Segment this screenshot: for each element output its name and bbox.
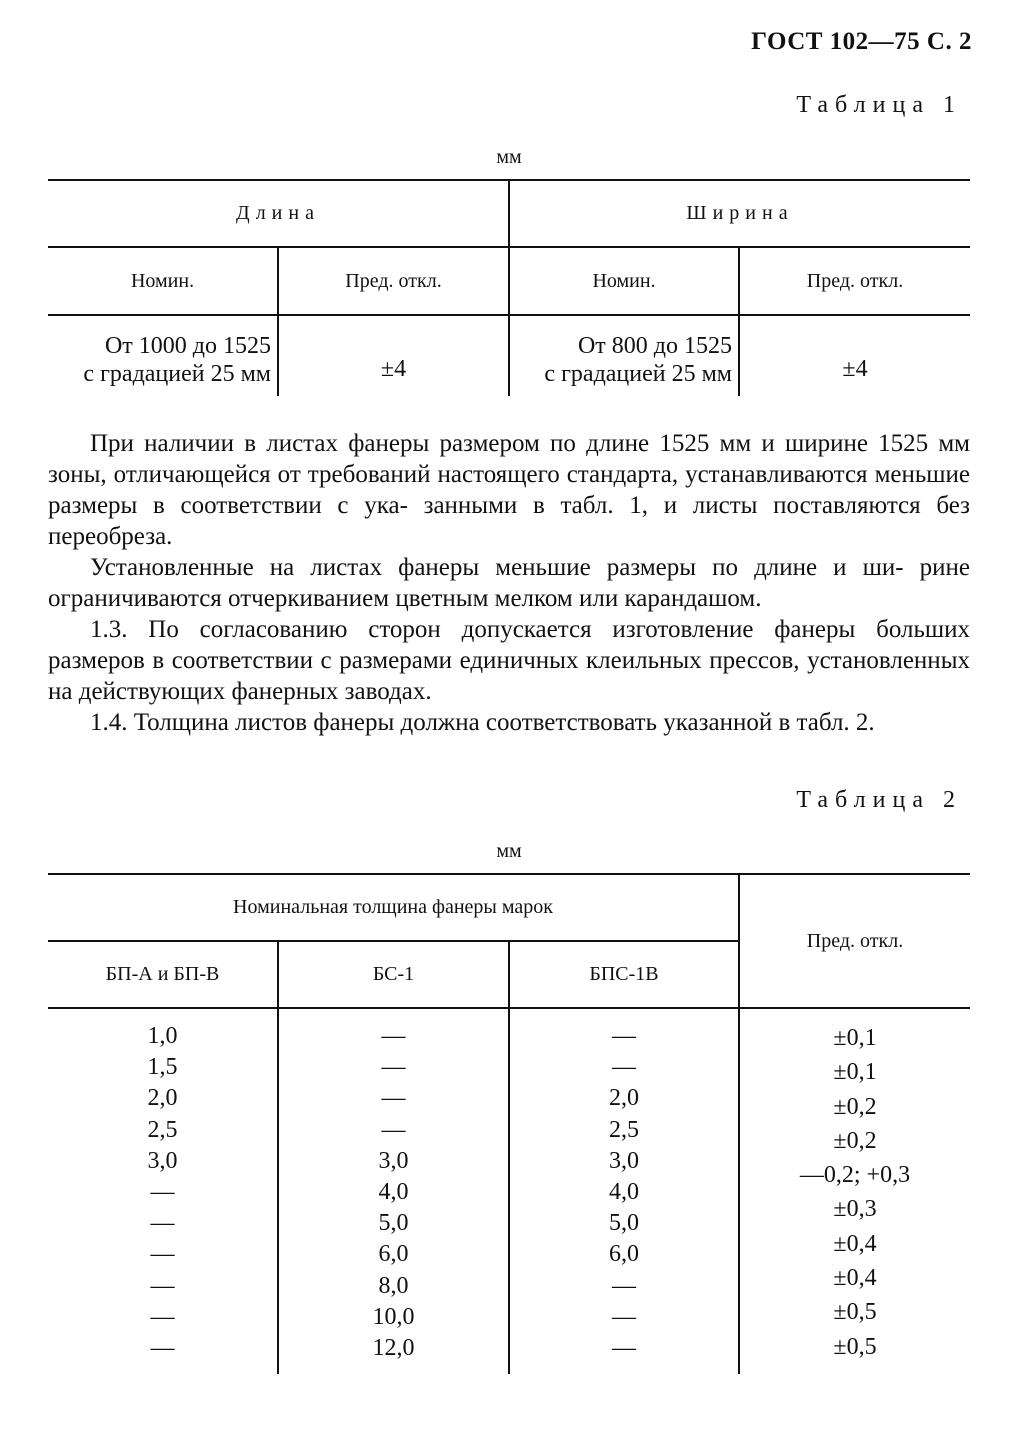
table2-col-bs-1 bbox=[279, 1021, 508, 1364]
table2-col-bps-1v-header: БПС-1В bbox=[589, 963, 659, 985]
table-cell: ±0,4 bbox=[833, 1265, 877, 1292]
table-cell: 2,5 bbox=[147, 1116, 178, 1143]
table-cell: 4,0 bbox=[378, 1178, 409, 1205]
table-cell: ±0,2 bbox=[833, 1093, 877, 1120]
table-cell: 5,0 bbox=[609, 1210, 639, 1237]
table1-length-nominal-value bbox=[48, 330, 277, 388]
paragraph: Установленные на листах фанеры меньшие размеры по длине и ши- рине ограничиваются отчеркиванием цветным мелком или карандашом. bbox=[48, 554, 970, 612]
table1-width-nominal-line1: От 800 до 1525 bbox=[577, 333, 732, 359]
table2-caption: Таблица 2 bbox=[796, 787, 962, 813]
table2-col-bp-a-bp-v-header: БП-А и БП-В bbox=[105, 963, 220, 985]
table2-deviation-header: Пред. откл. bbox=[806, 929, 904, 952]
table1-length-header: Длина bbox=[236, 202, 320, 224]
table-cell: —0,2; +0,3 bbox=[799, 1162, 911, 1189]
table-cell: — bbox=[150, 1241, 175, 1268]
table1-width-nominal-value bbox=[510, 330, 738, 388]
table-cell: — bbox=[150, 1178, 175, 1205]
table-cell: — bbox=[612, 1303, 636, 1330]
table-cell: 12,0 bbox=[372, 1334, 415, 1361]
table-cell: 6,0 bbox=[609, 1241, 639, 1268]
table-cell: — bbox=[612, 1334, 636, 1361]
table-cell: 10,0 bbox=[372, 1303, 415, 1330]
table-cell: — bbox=[150, 1334, 175, 1361]
table-cell: — bbox=[381, 1054, 406, 1081]
table-cell: 5,0 bbox=[378, 1210, 409, 1237]
table-cell: ±0,3 bbox=[833, 1196, 877, 1223]
table2-group-header: Номинальная толщина фанеры марок bbox=[233, 896, 553, 918]
table-cell: — bbox=[150, 1303, 175, 1330]
table-cell: — bbox=[381, 1085, 406, 1112]
table1-caption: Таблица 1 bbox=[796, 92, 962, 118]
table-cell: 1,0 bbox=[147, 1023, 178, 1049]
paragraph: При наличии в листах фанеры размером по длине 1525 мм и ширине 1525 мм зоны, отличающейся от требований настоящего стандарта, устанавливаются меньшие размеры в соответствии с ука- занными в табл. 1, и листы поставляются без переобреза. bbox=[48, 430, 970, 550]
table-cell: 3,0 bbox=[147, 1147, 178, 1174]
table2-col-bps-1v bbox=[510, 1021, 738, 1364]
table1-length-deviation-value: ±4 bbox=[380, 356, 407, 382]
table-cell: 8,0 bbox=[378, 1272, 409, 1299]
table1-unit: мм bbox=[496, 146, 522, 168]
table2-col-bp-a-bp-v bbox=[48, 1021, 277, 1364]
table1-length-nominal-line1: От 1000 до 1525 bbox=[104, 333, 271, 359]
body-text bbox=[48, 428, 970, 738]
table-cell: ±0,2 bbox=[833, 1127, 877, 1154]
table-cell: — bbox=[381, 1116, 406, 1143]
table-cell: ±0,1 bbox=[833, 1025, 877, 1051]
table-cell: 3,0 bbox=[609, 1147, 639, 1174]
table1-length-nominal-line2: с градацией 25 мм bbox=[83, 361, 271, 387]
table-cell: 6,0 bbox=[378, 1241, 409, 1268]
table-cell: — bbox=[381, 1023, 406, 1049]
table2-col-deviation bbox=[740, 1021, 970, 1364]
table1-width-nominal-line2: с градацией 25 мм bbox=[544, 361, 732, 387]
table-cell: ±0,1 bbox=[833, 1059, 877, 1086]
table-cell: ±0,5 bbox=[833, 1333, 877, 1360]
paragraph: 1.3. По согласованию сторон допускается изготовление фанеры больших размеров в соответствии с размерами единичных клеильных прессов, установленных на действующих фанерных заводах. bbox=[48, 616, 970, 705]
table1-width-deviation-value: ±4 bbox=[842, 356, 868, 382]
table1-length-deviation-header: Пред. откл. bbox=[345, 269, 442, 292]
table-cell: ±0,5 bbox=[833, 1299, 877, 1326]
table-cell: 2,5 bbox=[609, 1116, 639, 1143]
table-cell: 2,0 bbox=[147, 1085, 178, 1112]
table1-width-nominal-header: Номин. bbox=[592, 269, 656, 292]
paragraph: 1.4. Толщина листов фанеры должна соответствовать указанной в табл. 2. bbox=[90, 709, 875, 736]
table-cell: 3,0 bbox=[378, 1147, 409, 1174]
table-cell: — bbox=[150, 1272, 175, 1299]
table-cell: — bbox=[150, 1210, 175, 1237]
document-header: ГОСТ 102—75 С. 2 bbox=[751, 28, 972, 55]
table-cell: — bbox=[612, 1023, 636, 1049]
table-cell: 4,0 bbox=[609, 1178, 639, 1205]
table1-length-nominal-header: Номин. bbox=[130, 269, 195, 292]
table2-unit: мм bbox=[496, 840, 522, 862]
table-cell: — bbox=[612, 1054, 636, 1081]
table1-width-deviation-header: Пред. откл. bbox=[806, 269, 904, 292]
table-cell: 2,0 bbox=[609, 1085, 639, 1112]
table-cell: — bbox=[612, 1272, 636, 1299]
table1-width-header: Ширина bbox=[686, 202, 794, 224]
table2-col-bs-1-header: БС-1 bbox=[372, 963, 415, 985]
table-cell: ±0,4 bbox=[833, 1230, 877, 1257]
table-cell: 1,5 bbox=[147, 1054, 178, 1081]
